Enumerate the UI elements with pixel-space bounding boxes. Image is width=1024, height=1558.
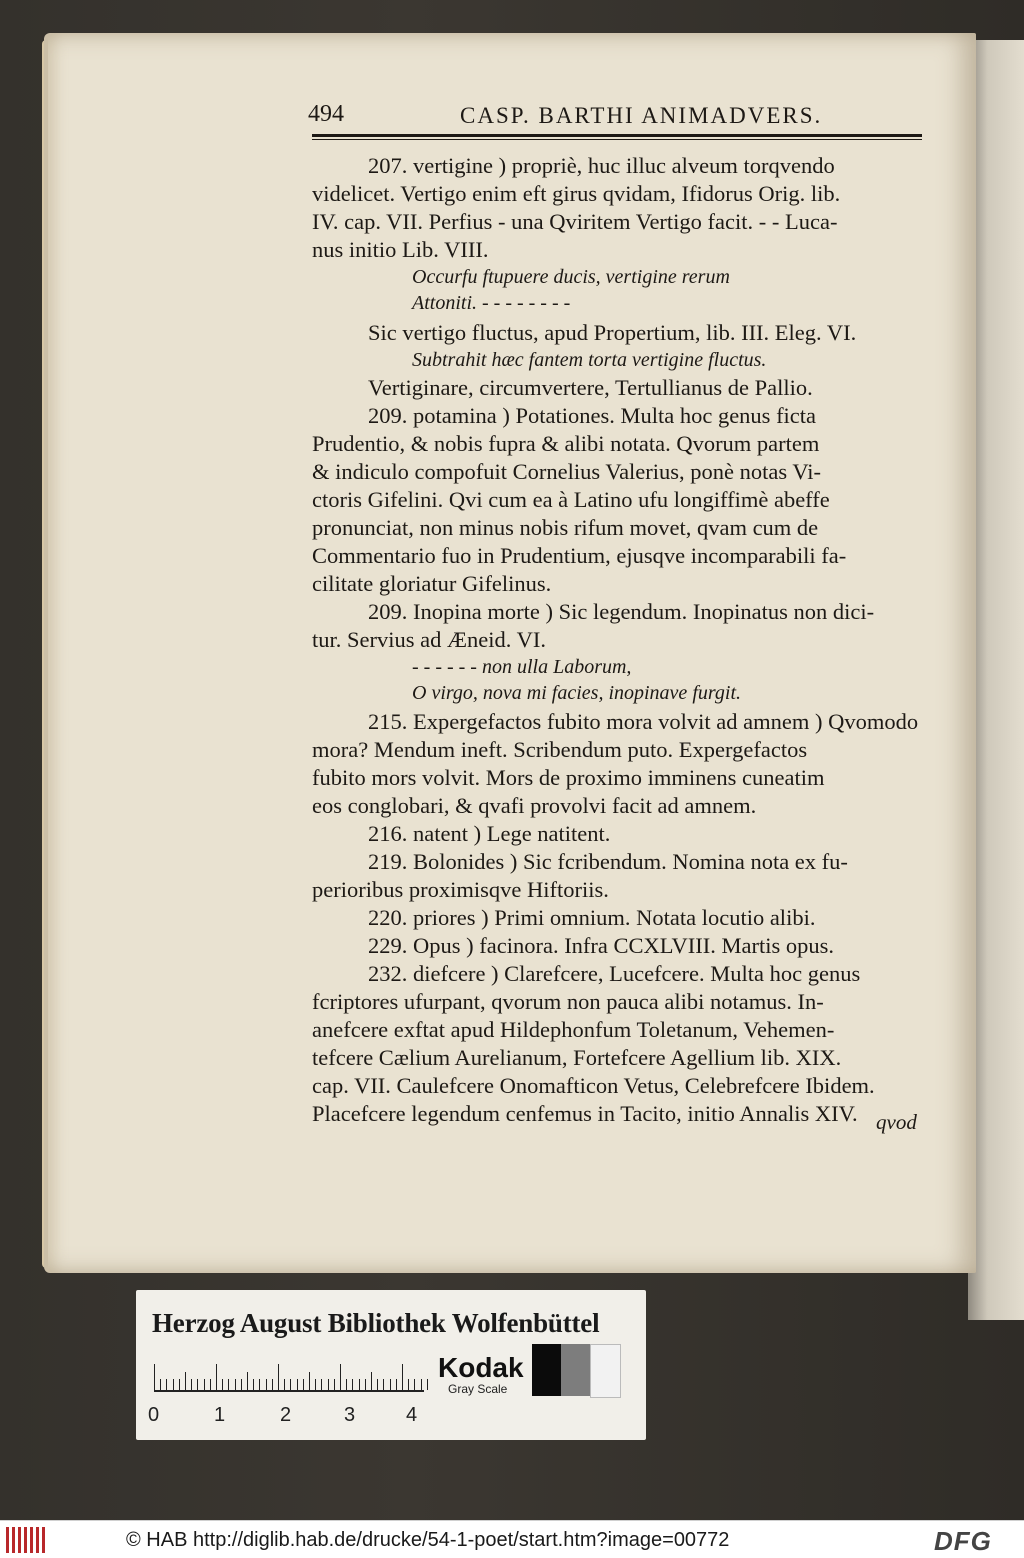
ruler-tick	[241, 1379, 242, 1390]
catchword: qvod	[876, 1110, 917, 1134]
ruler-tick	[197, 1379, 198, 1390]
ruler-tick	[272, 1379, 273, 1390]
text-line: 232. diefcere ) Clarefcere, Lucefcere. Multa hoc genus	[368, 961, 861, 986]
ruler-tick	[414, 1379, 415, 1390]
ruler-number: 0	[148, 1404, 160, 1426]
library-name: Herzog August Bibliothek Wolfenbüttel	[152, 1308, 600, 1338]
verse-line: Occurfu ftupuere ducis, vertigine rerum	[412, 266, 730, 288]
verse-line: Subtrahit hæc fantem torta vertigine fluctus.	[412, 349, 767, 371]
text-line: Sic vertigo fluctus, apud Propertium, lib. III. Eleg. VI.	[368, 320, 857, 345]
ruler-number: 4	[406, 1404, 418, 1426]
ruler-tick	[259, 1379, 260, 1390]
header-rule-thin	[312, 139, 922, 140]
ruler-tick	[371, 1372, 372, 1390]
text-line: 220. priores ) Primi omnium. Notata locutio alibi.	[368, 905, 816, 930]
color-reference-card	[136, 1290, 646, 1440]
gray-swatch-mid	[561, 1344, 590, 1396]
running-head: CASP. BARTHI ANIMADVERS.	[460, 103, 823, 128]
text-line: 207. vertigine ) propriè, huc illuc alveum torqvendo	[368, 153, 835, 178]
kodak-logo: Kodak	[438, 1352, 524, 1383]
text-line: Prudentio, & nobis fupra & alibi notata. Qvorum partem	[312, 431, 820, 456]
text-line: pronunciat, non minus nobis rifum movet, qvam cum de	[312, 515, 819, 540]
text-line: tefcere Cælium Aurelianum, Fortefcere Agellium lib. XIX.	[312, 1045, 842, 1070]
ruler-tick	[160, 1379, 161, 1390]
gray-swatch-black	[532, 1344, 561, 1396]
ruler-tick	[365, 1379, 366, 1390]
ruler-tick	[235, 1379, 236, 1390]
measurement-ruler	[154, 1352, 424, 1392]
dfg-logo: DFG	[934, 1526, 992, 1556]
ruler-number: 2	[280, 1404, 292, 1426]
ruler-tick	[154, 1364, 155, 1390]
ruler-tick	[247, 1372, 248, 1390]
ruler-number: 1	[214, 1404, 226, 1426]
adjacent-page-edge	[968, 40, 1024, 1320]
text-line: fcriptores ufurpant, qvorum non pauca alibi notamus. In-	[312, 989, 824, 1014]
text-line: 216. natent ) Lege natitent.	[368, 821, 611, 846]
gray-scale-label: Gray Scale	[448, 1382, 508, 1396]
ruler-tick	[315, 1379, 316, 1390]
gray-swatch-white	[590, 1344, 621, 1398]
ruler-tick	[290, 1379, 291, 1390]
text-line: 229. Opus ) facinora. Infra CCXLVIII. Martis opus.	[368, 933, 834, 958]
ruler-tick	[222, 1379, 223, 1390]
header-rule	[312, 134, 922, 137]
ruler-tick	[390, 1379, 391, 1390]
ruler-tick	[309, 1372, 310, 1390]
viewer-footer	[0, 1520, 1024, 1558]
ruler-tick	[179, 1379, 180, 1390]
ruler-tick	[346, 1379, 347, 1390]
page-number: 494	[308, 101, 344, 127]
text-line: videlicet. Vertigo enim eft girus qvidam, Ifidorus Orig. lib.	[312, 181, 841, 206]
text-line: IV. cap. VII. Perfius - una Qviritem Vertigo facit. - - Luca-	[312, 209, 838, 234]
text-line: Vertiginare, circumvertere, Tertullianus de Pallio.	[368, 375, 813, 400]
verse-line: O virgo, nova mi facies, inopinave furgit.	[412, 682, 742, 704]
ruler-tick	[253, 1379, 254, 1390]
ruler-tick	[216, 1364, 217, 1390]
ruler-tick	[228, 1379, 229, 1390]
text-line: Placefcere legendum cenfemus in Tacito, initio Annalis XIV.	[312, 1101, 858, 1126]
text-line: perioribus proximisqve Hiftoriis.	[312, 877, 609, 902]
ruler-tick	[334, 1379, 335, 1390]
text-line: Commentario fuo in Prudentium, ejusqve incomparabili fa-	[312, 543, 847, 568]
text-line: 219. Bolonides ) Sic fcribendum. Nomina nota ex fu-	[368, 849, 848, 874]
ruler-tick	[166, 1379, 167, 1390]
text-line: cilitate gloriatur Gifelinus.	[312, 571, 552, 596]
verse-line: Attoniti. - - - - - - - -	[412, 292, 571, 314]
ruler-tick	[266, 1379, 267, 1390]
ruler-tick	[204, 1379, 205, 1390]
ruler-tick	[359, 1379, 360, 1390]
text-line: eos conglobari, & qvafi provolvi facit ad amnem.	[312, 793, 757, 818]
ruler-tick	[321, 1379, 322, 1390]
ruler-tick	[383, 1379, 384, 1390]
text-line: 209. potamina ) Potationes. Multa hoc genus ficta	[368, 403, 817, 428]
ruler-tick	[421, 1379, 422, 1390]
ruler-tick	[328, 1379, 329, 1390]
verse-line: - - - - - - non ulla Laborum,	[412, 656, 632, 678]
hab-barcode-icon	[6, 1527, 48, 1553]
text-line: fubito mors volvit. Mors de proximo imminens cuneatim	[312, 765, 825, 790]
ruler-tick	[408, 1379, 409, 1390]
text-line: tur. Servius ad Æneid. VI.	[312, 627, 546, 652]
text-line: anefcere exftat apud Hildephonfum Toletanum, Vehemen-	[312, 1017, 835, 1042]
ruler-tick	[396, 1379, 397, 1390]
ruler-tick	[402, 1364, 403, 1390]
ruler-tick	[427, 1379, 428, 1390]
ruler-tick	[173, 1379, 174, 1390]
text-line: 209. Inopina morte ) Sic legendum. Inopinatus non dici-	[368, 599, 875, 624]
text-line: mora? Mendum ineft. Scribendum puto. Expergefactos	[312, 737, 808, 762]
ruler-tick	[297, 1379, 298, 1390]
ruler-tick	[340, 1364, 341, 1390]
source-link[interactable]: © HAB http://diglib.hab.de/drucke/54-1-poet/start.htm?image=00772	[126, 1529, 730, 1551]
ruler-tick	[284, 1379, 285, 1390]
ruler-tick	[210, 1379, 211, 1390]
ruler-tick	[185, 1372, 186, 1390]
text-line: nus initio Lib. VIII.	[312, 237, 489, 262]
text-line: ctoris Gifelini. Qvi cum ea à Latino ufu longiffimè abeffe	[312, 487, 830, 512]
ruler-tick	[352, 1379, 353, 1390]
ruler-tick	[191, 1379, 192, 1390]
ruler-number: 3	[344, 1404, 356, 1426]
ruler-tick	[278, 1364, 279, 1390]
text-line: cap. VII. Caulefcere Onomafticon Vetus, Celebrefcere Ibidem.	[312, 1073, 875, 1098]
ruler-tick	[377, 1379, 378, 1390]
text-line: 215. Expergefactos fubito mora volvit ad amnem ) Qvomodo	[368, 709, 919, 734]
ruler-tick	[303, 1379, 304, 1390]
text-line: & indiculo compofuit Cornelius Valerius, ponè notas Vi-	[312, 459, 822, 484]
